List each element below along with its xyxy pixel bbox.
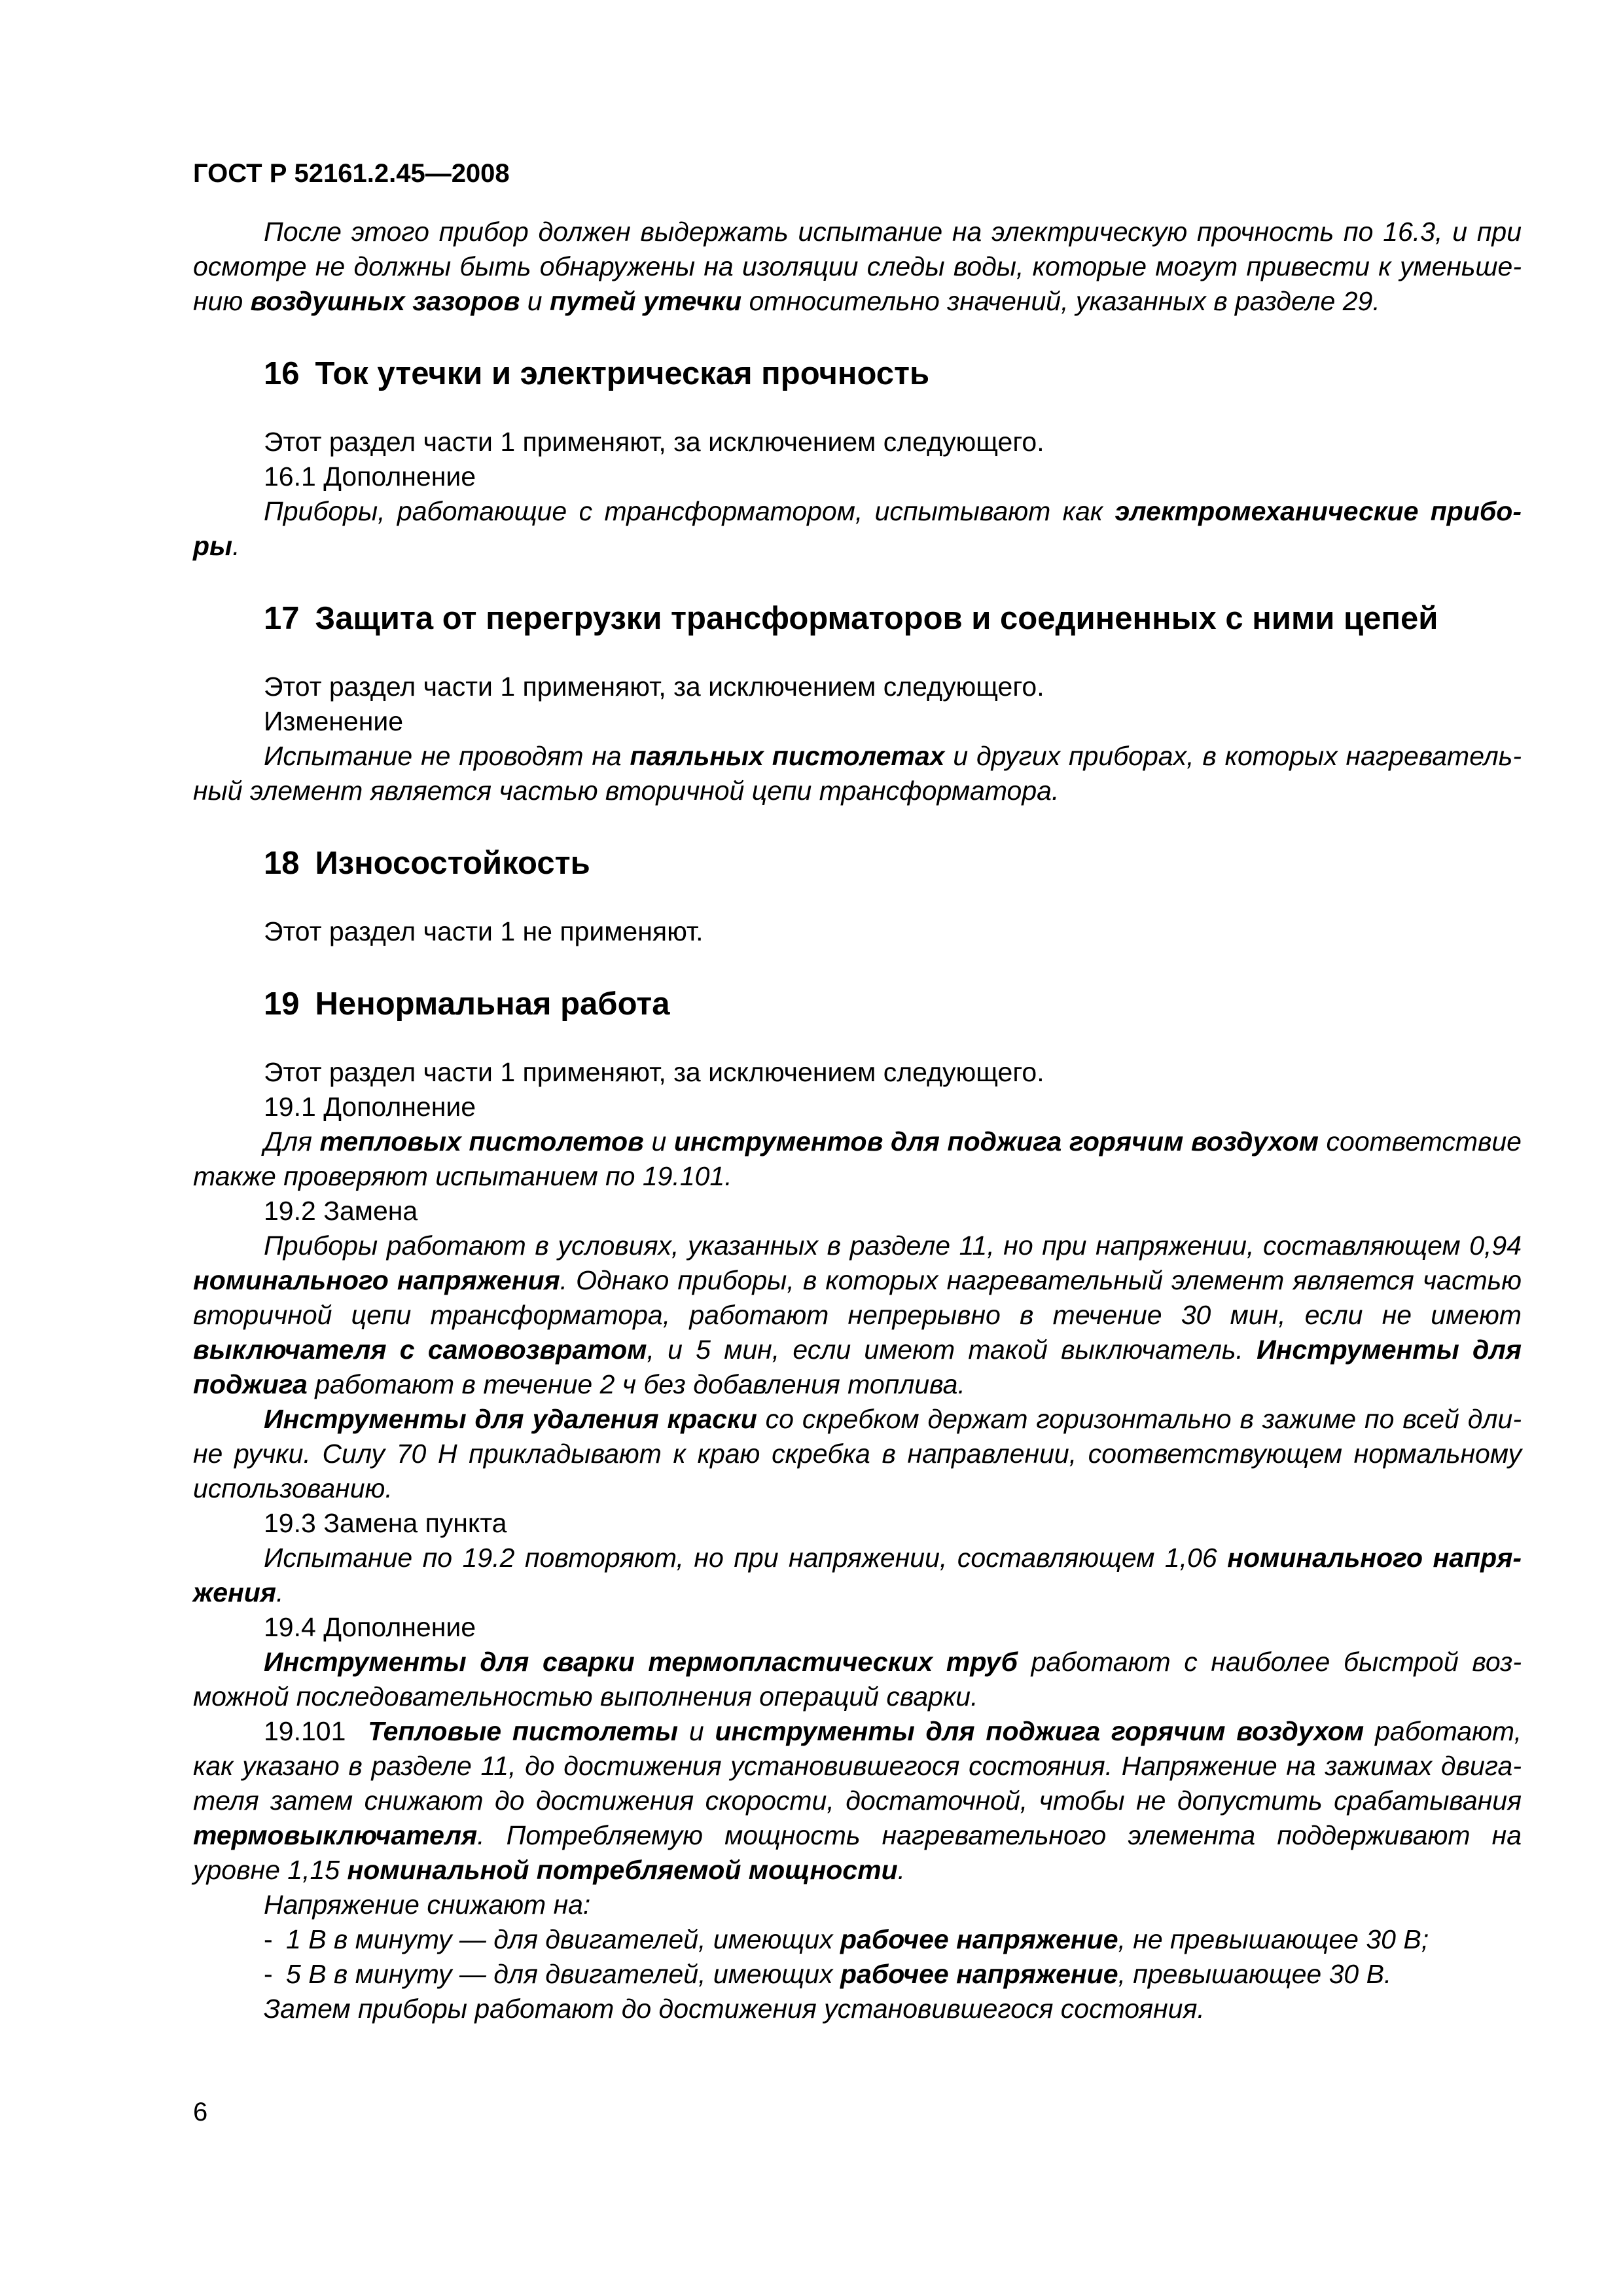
- term-thermal-cutout: термовыключателя: [193, 1820, 478, 1850]
- document-id: ГОСТ Р 52161.2.45—2008: [193, 159, 510, 188]
- clause-16-1-text: [193, 494, 1522, 564]
- text-run: .: [276, 1577, 284, 1607]
- text-run: .: [897, 1855, 906, 1885]
- term-heat-guns: Тепловые пистолеты: [368, 1716, 678, 1746]
- text-run: Приборы, работающие с трансформатором, испытывают как: [264, 496, 1115, 526]
- term-paint-removal-tools: Инструменты для удаления краски: [264, 1404, 757, 1434]
- clause-19-2-label: 19.2 Замена: [264, 1196, 418, 1226]
- text-run: После этого прибор должен выдержать испытание на электрическую прочность по 16.3, и при осмотре не должны быть обнаружены на изоляции следы воды, которые могут привести к уменьшению: [193, 217, 1522, 316]
- list-item: [193, 1922, 1522, 1957]
- text-run: , не превышающее 30 В;: [1118, 1924, 1429, 1954]
- text-run: Приборы работают в условиях, указанных в разделе 11, но при напряжении, составляющем 0,94: [264, 1230, 1522, 1261]
- term-soldering-guns: паяльных пистолетах: [630, 741, 945, 771]
- list-item: [193, 1957, 1522, 1992]
- section-number: 16: [264, 356, 300, 391]
- clause-number: 19.101: [264, 1716, 346, 1746]
- section-17-change-label: Изменение: [264, 706, 404, 736]
- intro-paragraph: [193, 215, 1522, 319]
- clause-19-3-text: [193, 1541, 1522, 1610]
- section-19-scope: Этот раздел части 1 применяют, за исключением следующего.: [264, 1057, 1044, 1087]
- text-run: со скребком держат горизонтально в зажиме по всей длине ручки. Силу 70 Н прикладывают к краю скребка в направлении, соответствующем нормальному использованию.: [193, 1404, 1522, 1503]
- document-page: [193, 157, 1522, 2026]
- term-working-voltage: рабочее напряжение: [840, 1924, 1118, 1954]
- clause-19-1-label: 19.1 Дополнение: [264, 1092, 476, 1122]
- clause-19-101-text: [193, 1714, 1522, 1888]
- section-19-heading: [193, 984, 1522, 1024]
- section-title: Ненормальная работа: [315, 986, 670, 1022]
- text-run: , и 5 мин, если имеют такой выключатель.: [647, 1335, 1257, 1365]
- text-run: работают с наиболее быстрой возможной последовательностью выполнения операций сварки.: [193, 1647, 1522, 1712]
- clause-19-3-label: 19.3 Замена пункта: [264, 1508, 507, 1538]
- term-rated-voltage: номинального напряжения: [193, 1265, 560, 1295]
- text-run: соответствие также проверяют испытанием по 19.101.: [193, 1126, 1522, 1191]
- list-dash: -: [264, 1924, 273, 1954]
- page-number: 6: [193, 2098, 208, 2126]
- list-dash: -: [264, 1959, 273, 1989]
- section-title: Ток утечки и электрическая прочность: [315, 356, 930, 391]
- section-18-heading: [193, 844, 1522, 883]
- clause-19-2-paint-removal: [193, 1402, 1522, 1506]
- term-creepage-distances: путей утечки: [549, 286, 742, 316]
- clause-19-4-label: 19.4 Дополнение: [264, 1612, 476, 1642]
- text-run: и: [677, 1716, 715, 1746]
- term-hot-air-ignition-tools: инструменты для поджига горячим воздухом: [715, 1716, 1364, 1746]
- text-run: 1 В в минуту — для двигателей, имеющих: [286, 1924, 840, 1954]
- term-self-resetting-switch: выключателя с самовозвратом: [193, 1335, 647, 1365]
- text-run: . Потребляемую мощность нагревательного элемента поддерживают на уровне 1,15: [193, 1820, 1522, 1885]
- section-17-heading: [193, 599, 1522, 638]
- section-title: Защита от перегрузки трансформаторов и соединенных с ними цепей: [315, 601, 1438, 636]
- section-16-heading: [193, 354, 1522, 393]
- text-run: . Однако приборы, в которых нагревательный элемент является частью вторичной цепи трансформатора, работают непрерывно в течение 30 мин, если не имеют: [193, 1265, 1522, 1330]
- section-number: 19: [264, 986, 300, 1022]
- section-18-scope: Этот раздел части 1 не применяют.: [264, 916, 704, 946]
- text-run: и других приборах, в которых нагревательный элемент является частью вторичной цепи трансформатора.: [193, 741, 1522, 806]
- text-run: и: [643, 1126, 674, 1157]
- term-air-clearances: воздушных зазоров: [250, 286, 520, 316]
- final-paragraph: Затем приборы работают до достижения установившегося состояния.: [264, 1994, 1205, 2024]
- text-run: .: [232, 531, 240, 561]
- text-run: и: [520, 286, 550, 316]
- text-run: 5 В в минуту — для двигателей, имеющих: [286, 1959, 840, 1989]
- text-run: Испытание не проводят на: [264, 741, 630, 771]
- term-ignition-tools: Инструменты для поджига: [193, 1335, 1522, 1399]
- clause-19-1-text: [193, 1124, 1522, 1194]
- text-run: относительно значений, указанных в разделе 29.: [741, 286, 1380, 316]
- text-run: Для: [264, 1126, 320, 1157]
- section-number: 17: [264, 601, 300, 636]
- term-rated-voltage: номинального напряжения: [193, 1543, 1522, 1607]
- clause-19-4-text: [193, 1645, 1522, 1714]
- term-working-voltage: рабочее напряжение: [840, 1959, 1118, 1989]
- section-17-text: [193, 739, 1522, 808]
- voltage-reduction-intro: Напряжение снижают на:: [264, 1890, 591, 1920]
- text-run: работают, как указано в разделе 11, до достижения установившегося состояния. Напряжение на зажимах двигателя затем снижают до достижения скорости, достаточной, чтобы не допустить срабатывания: [193, 1716, 1522, 1816]
- text-run: Испытание по 19.2 повторяют, но при напряжении, составляющем 1,06: [264, 1543, 1228, 1573]
- text-run: работают в течение 2 ч без добавления топлива.: [307, 1369, 965, 1399]
- term-rated-power-input: номинальной потребляемой мощности: [347, 1855, 898, 1885]
- clause-16-1-label: 16.1 Дополнение: [264, 461, 476, 492]
- section-16-scope: Этот раздел части 1 применяют, за исключением следующего.: [264, 427, 1044, 457]
- section-title: Износостойкость: [315, 846, 590, 881]
- term-thermoplastic-pipe-welding-tools: Инструменты для сварки термопластических труб: [264, 1647, 1018, 1677]
- term-heat-guns: тепловых пистолетов: [319, 1126, 644, 1157]
- section-number: 18: [264, 846, 300, 881]
- section-17-scope: Этот раздел части 1 применяют, за исключением следующего.: [264, 672, 1044, 702]
- clause-19-2-text: [193, 1229, 1522, 1402]
- term-hot-air-ignition-tools: инструментов для поджига горячим воздухом: [673, 1126, 1319, 1157]
- text-run: , превышающее 30 В.: [1118, 1959, 1392, 1989]
- term-electromechanical-appliances: электромеханические приборы: [193, 496, 1522, 561]
